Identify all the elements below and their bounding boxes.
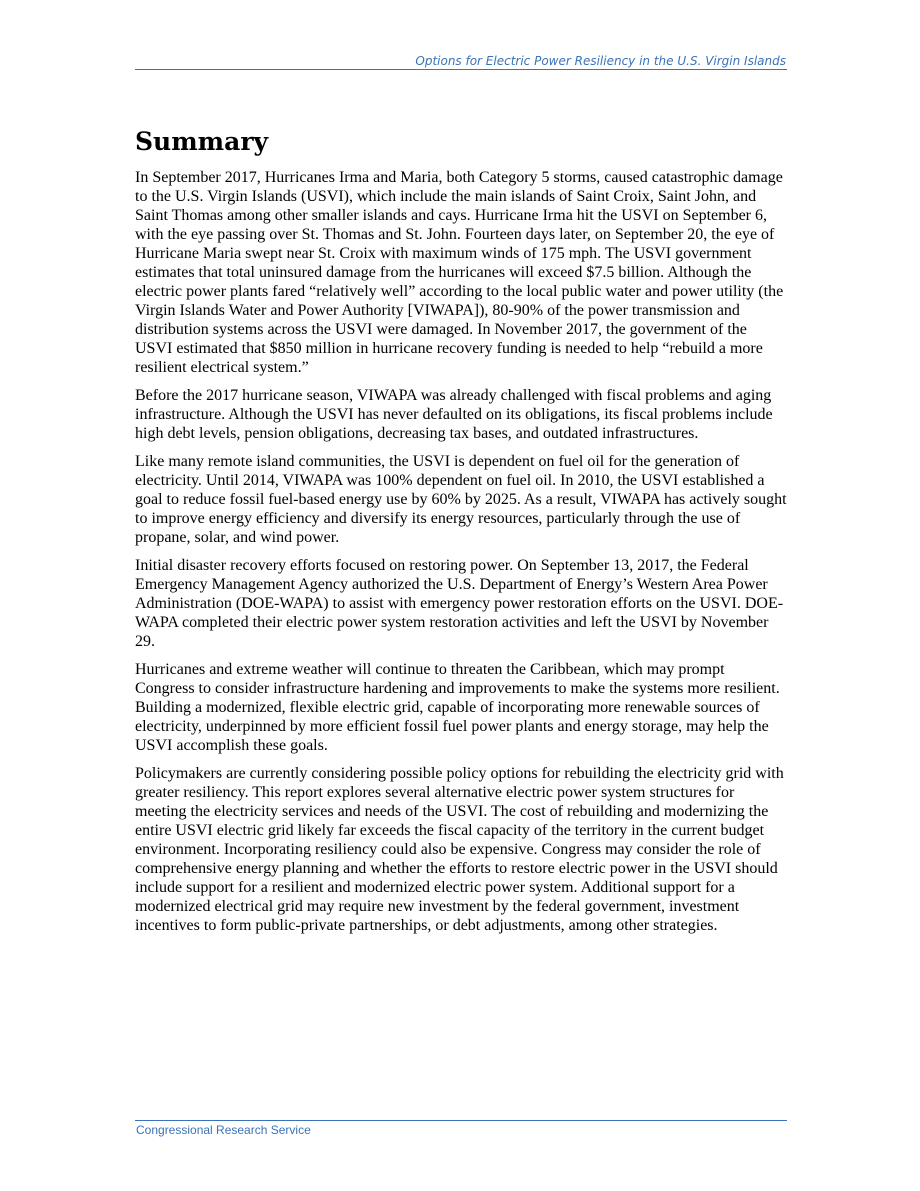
summary-paragraph-4: Initial disaster recovery efforts focused on restoring power. On September 13, 2017, the Federal Emergency Management Agency authorized the U.S. Department of Energy’s Western Area Power Administration (DOE-WAPA) to assist with emergency power restoration efforts on the USVI. DOE-WAPA completed their electric power system restoration activities and left the USVI by November 29. (135, 557, 784, 650)
footer-divider (135, 1120, 787, 1121)
summary-paragraph-6: Policymakers are currently considering possible policy options for rebuilding the electricity grid with greater resiliency. This report explores several alternative electric power system structures for meeting the electricity services and needs of the USVI. The cost of rebuilding and modernizing the entire USVI electric grid likely far exceeds the fiscal capacity of the territory in the current budget environment. Incorporating resiliency could also be expensive. Congress may consider the role of comprehensive energy planning and whether the efforts to restore electric power in the USVI should include support for a resilient and modernized electric power system. Additional support for a modernized electrical grid may require new investment by the federal government, investment incentives to form public-private partnerships, or debt adjustments, among other strategies. (135, 765, 784, 934)
summary-paragraph-5: Hurricanes and extreme weather will continue to threaten the Caribbean, which may prompt Congress to consider infrastructure hardening and improvements to make the systems more resilient. Building a modernized, flexible electric grid, capable of incorporating more renewable sources of electricity, underpinned by more efficient fossil fuel power plants and energy storage, may help the USVI accomplish these goals. (135, 661, 780, 754)
footer-organization: Congressional Research Service (136, 1123, 311, 1137)
summary-paragraph-2: Before the 2017 hurricane season, VIWAPA was already challenged with fiscal problems and aging infrastructure. Although the USVI has never defaulted on its obligations, its fiscal problems include high debt levels, pension obligations, decreasing tax bases, and outdated infrastructures. (135, 387, 773, 442)
section-title: Summary (135, 127, 269, 156)
summary-body (135, 168, 787, 944)
summary-paragraph-3: Like many remote island communities, the USVI is dependent on fuel oil for the generation of electricity. Until 2014, VIWAPA was 100% dependent on fuel oil. In 2010, the USVI established a goal to reduce fossil fuel-based energy use by 60% by 2025. As a result, VIWAPA has actively sought to improve energy efficiency and diversify its energy resources, particularly through the use of propane, solar, and wind power. (135, 453, 787, 546)
running-header-title: Options for Electric Power Resiliency in the U.S. Virgin Islands (415, 54, 786, 68)
summary-paragraph-1: In September 2017, Hurricanes Irma and Maria, both Category 5 storms, caused catastrophic damage to the U.S. Virgin Islands (USVI), which include the main islands of Saint Croix, Saint John, and Saint Thomas among other smaller islands and cays. Hurricane Irma hit the USVI on September 6, with the eye passing over St. Thomas and St. John. Fourteen days later, on September 20, the eye of Hurricane Maria swept near St. Croix with maximum winds of 175 mph. The USVI government estimates that total uninsured damage from the hurricanes will exceed $7.5 billion. Although the electric power plants fared “relatively well” according to the local public water and power utility (the Virgin Islands Water and Power Authority [VIWAPA]), 80-90% of the power transmission and distribution systems across the USVI were damaged. In November 2017, the government of the USVI estimated that $850 million in hurricane recovery funding is needed to help “rebuild a more resilient electrical system.” (135, 169, 784, 376)
header-divider (135, 69, 787, 70)
